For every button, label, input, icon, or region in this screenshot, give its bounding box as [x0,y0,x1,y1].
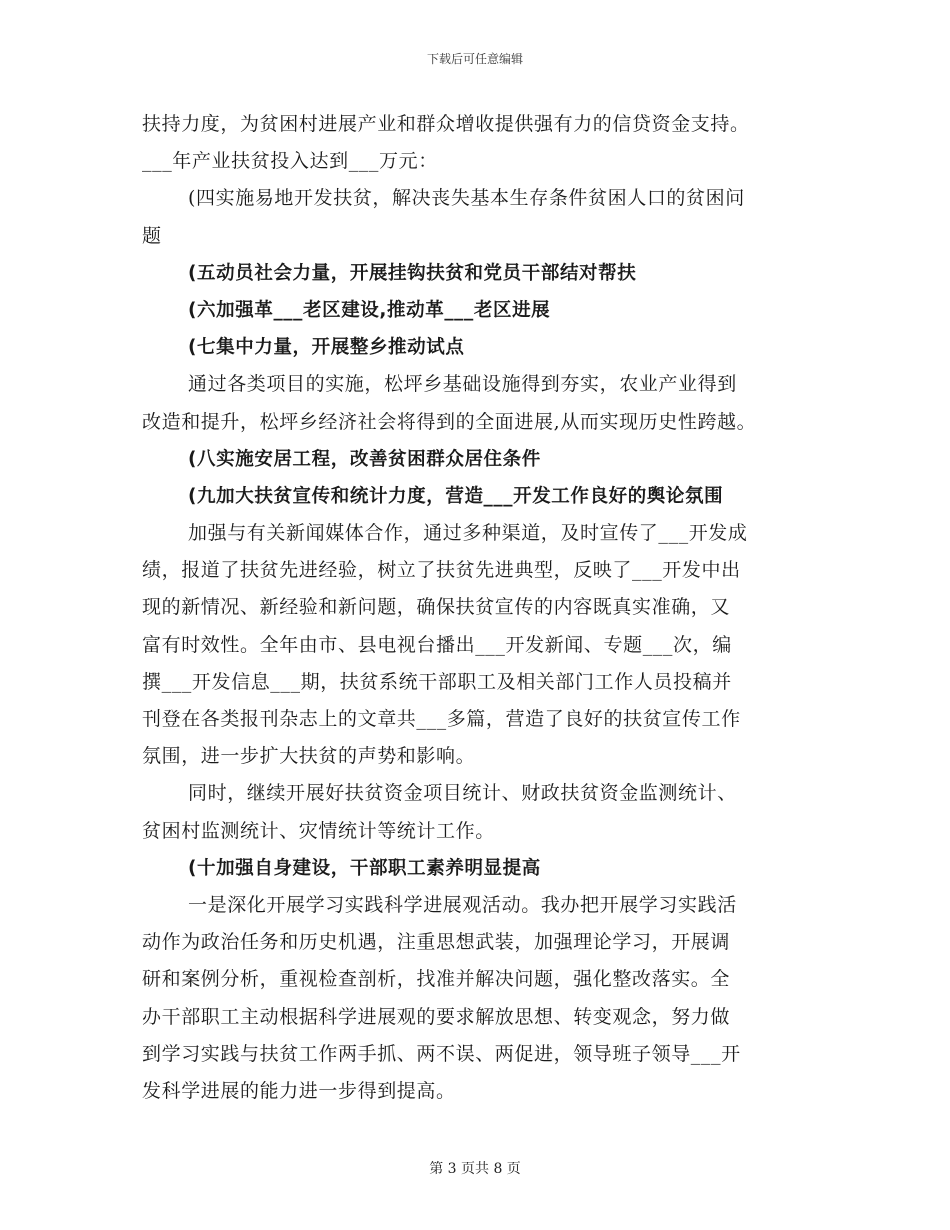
section-heading: (五动员社会力量，开展挂钩扶贫和党员干部结对帮扶 [188,262,637,284]
section-heading: (七集中力量，开展整乡推动试点 [188,337,465,359]
body-line: 刊登在各类报刊杂志上的文章共___多篇，营造了良好的扶贫宣传工作 [142,708,741,730]
body-line: 贫困村监测统计、灾情统计等统计工作。 [142,819,495,842]
body-line: 办干部职工主动根据科学进展观的要求解放思想、转变观念，努力做 [142,1005,731,1028]
body-line: 动作为政治任务和历史机遇，注重思想武装，加强理论学习，开展调 [142,931,731,954]
body-line: 富有时效性。全年由市、县电视台播出___开发新闻、专题___次，编 [142,633,732,656]
page-footer: 第 3 页共 8 页 [429,1161,521,1177]
document-body [142,106,822,1110]
body-line: 改造和提升，松坪乡经济社会将得到的全面进展,从而实现历史性跨越。 [142,410,757,433]
section-heading: (九加大扶贫宣传和统计力度，营造___开发工作良好的舆论氛围 [188,485,724,507]
body-line: 题 [142,224,162,247]
body-line: 研和案例分析，重视检查剖析，找准并解决问题，强化整改落实。全 [142,968,731,991]
body-line: 撰___开发信息___期，扶贫系统干部职工及相关部门工作人员投稿并 [142,670,732,693]
section-heading: (十加强自身建设，干部职工素养明显提高 [188,857,541,879]
body-line: 发科学进展的能力进一步得到提高。 [142,1079,456,1102]
section-heading: (八实施安居工程，改善贫困群众居住条件 [188,448,541,470]
body-line: 氛围，进一步扩大扶贫的声势和影响。 [142,745,476,768]
body-line: 到学习实践与扶贫工作两手抓、两不误、两促进，领导班子领导___开 [142,1042,741,1065]
body-line: 现的新情况、新经验和新问题，确保扶贫宣传的内容既真实准确，又 [142,596,731,619]
body-line: 加强与有关新闻媒体合作，通过多种渠道，及时宣传了___开发成 [188,522,748,545]
page-header: 下载后可任意编辑 [426,52,523,66]
body-line: (四实施易地开发扶贫，解决丧失基本生存条件贫困人口的贫困问 [188,187,745,210]
body-line: ___年产业扶贫投入达到___万元： [142,150,438,173]
body-line: 通过各类项目的实施，松坪乡基础设施得到夯实，农业产业得到 [188,373,737,396]
body-line: 一是深化开展学习实践科学进展观活动。我办把开展学习实践活 [188,893,737,916]
section-heading: (六加强革___老区建设,推动革___老区进展 [188,299,551,321]
body-line: 同时，继续开展好扶贫资金项目统计、财政扶贫资金监测统计、 [188,782,737,805]
body-line: 绩，报道了扶贫先进经验，树立了扶贫先进典型，反映了___开发中出 [142,559,741,582]
body-line: 扶持力度，为贫困村进展产业和群众增收提供强有力的信贷资金支持。 [142,113,750,135]
